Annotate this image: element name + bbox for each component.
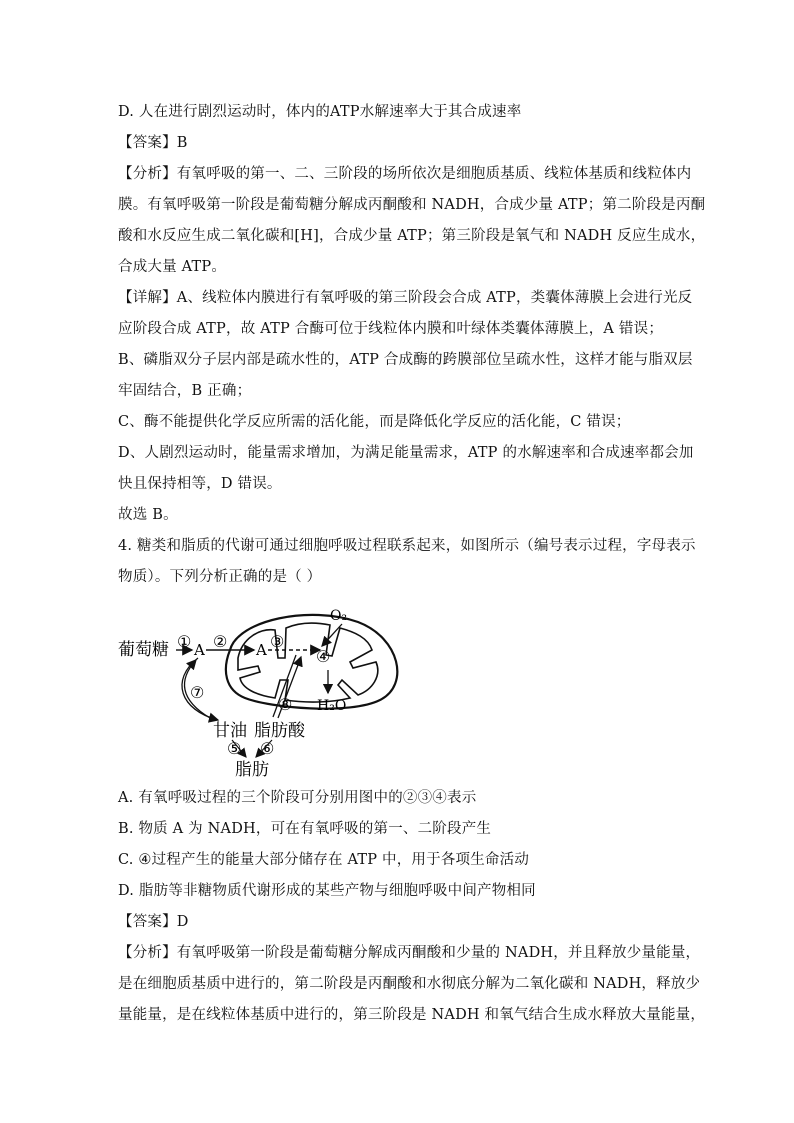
answer-line: 【答案】D — [118, 914, 189, 930]
explanation-line: 【详解】A、线粒体内膜进行有氧呼吸的第三阶段会合成 ATP，类囊体薄膜上会进行光反 — [118, 290, 693, 306]
analysis-line: 【分析】有氧呼吸的第一、二、三阶段的场所依次是细胞质基质、线粒体基质和线粒体内 — [118, 166, 692, 182]
analysis-line: 合成大量 ATP。 — [118, 259, 227, 275]
explanation-line: 快且保持相等，D 错误。 — [118, 476, 282, 492]
explanation-line: C、酶不能提供化学反应所需的活化能，而是降低化学反应的活化能，C 错误； — [118, 414, 631, 430]
glucose-label: 葡萄糖 — [118, 640, 169, 660]
question-4-line: 物质）。下列分析正确的是（ ） — [118, 569, 322, 585]
option-b-line: B. 物质 A 为 NADH，可在有氧呼吸的第一、二阶段产生 — [118, 821, 492, 837]
oxygen-label: O₂ — [330, 608, 348, 624]
option-d-line: D. 人在进行剧烈运动时，体内的ATP水解速率大于其合成速率 — [118, 104, 522, 120]
glycerol-label: 甘油 — [213, 721, 247, 741]
process-2-label: ② — [213, 632, 228, 651]
fat-label: 脂肪 — [235, 760, 269, 780]
explanation-line: B、磷脂双分子层内部是疏水性的，ATP 合成酶的跨膜部位呈疏水性，这样才能与脂双层 — [118, 352, 693, 368]
analysis-line: 酸和水反应生成二氧化碳和[H]，合成少量 ATP；第三阶段是氧气和 NADH 反应生成水， — [118, 228, 706, 244]
mitochondrion-inner — [238, 623, 378, 702]
fatty-acid-label: 脂肪酸 — [254, 721, 305, 741]
analysis-line: 膜。有氧呼吸第一阶段是葡萄糖分解成丙酮酸和 NADH，合成少量 ATP；第二阶段是丙酮 — [118, 197, 706, 213]
analysis-line: 是在细胞质基质中进行的，第二阶段是丙酮酸和水彻底分解为二氧化碳和 NADH，释放少 — [118, 976, 701, 992]
analysis-line: 【分析】有氧呼吸第一阶段是葡萄糖分解成丙酮酸和少量的 NADH，并且释放少量能量， — [118, 945, 701, 961]
water-label: H₂O — [317, 698, 347, 714]
process-3-label: ③ — [270, 632, 285, 651]
explanation-line: 应阶段合成 ATP，故 ATP 合酶可位于线粒体内膜和叶绿体类囊体薄膜上，A 错误； — [118, 321, 664, 337]
option-a-line: A. 有氧呼吸过程的三个阶段可分别用图中的②③④表示 — [118, 790, 477, 806]
process-5-label: ⑤ — [227, 739, 242, 758]
process-7-label: ⑦ — [190, 683, 205, 702]
option-c-line: C. ④过程产生的能量大部分储存在 ATP 中，用于各项生命活动 — [118, 852, 530, 868]
explanation-line: D、人剧烈运动时，能量需求增加，为满足能量需求，ATP 的水解速率和合成速率都会加 — [118, 445, 694, 461]
metabolism-diagram — [110, 600, 410, 780]
substance-a-cytoplasm: A — [194, 641, 205, 659]
analysis-line: 量能量，是在线粒体基质中进行的，第三阶段是 NADH 和氧气结合生成水释放大量能量， — [118, 1007, 706, 1023]
mitochondrion-outer — [226, 615, 397, 709]
conclusion-line: 故选 B。 — [118, 507, 178, 523]
process-6-label: ⑥ — [260, 739, 275, 758]
option-d-line: D. 脂肪等非糖物质代谢形成的某些产物与细胞呼吸中间产物相同 — [118, 883, 536, 899]
process-4-label: ④ — [316, 647, 331, 666]
process-8-label: ⑧ — [278, 695, 293, 714]
explanation-line: 牢固结合，B 正确； — [118, 383, 252, 399]
answer-line: 【答案】B — [118, 135, 188, 151]
substance-a-mitochondrion: A — [256, 641, 267, 659]
process-1-label: ① — [177, 632, 192, 651]
question-4-line: 4. 糖类和脂质的代谢可通过细胞呼吸过程联系起来，如图所示（编号表示过程，字母表示 — [118, 538, 696, 554]
